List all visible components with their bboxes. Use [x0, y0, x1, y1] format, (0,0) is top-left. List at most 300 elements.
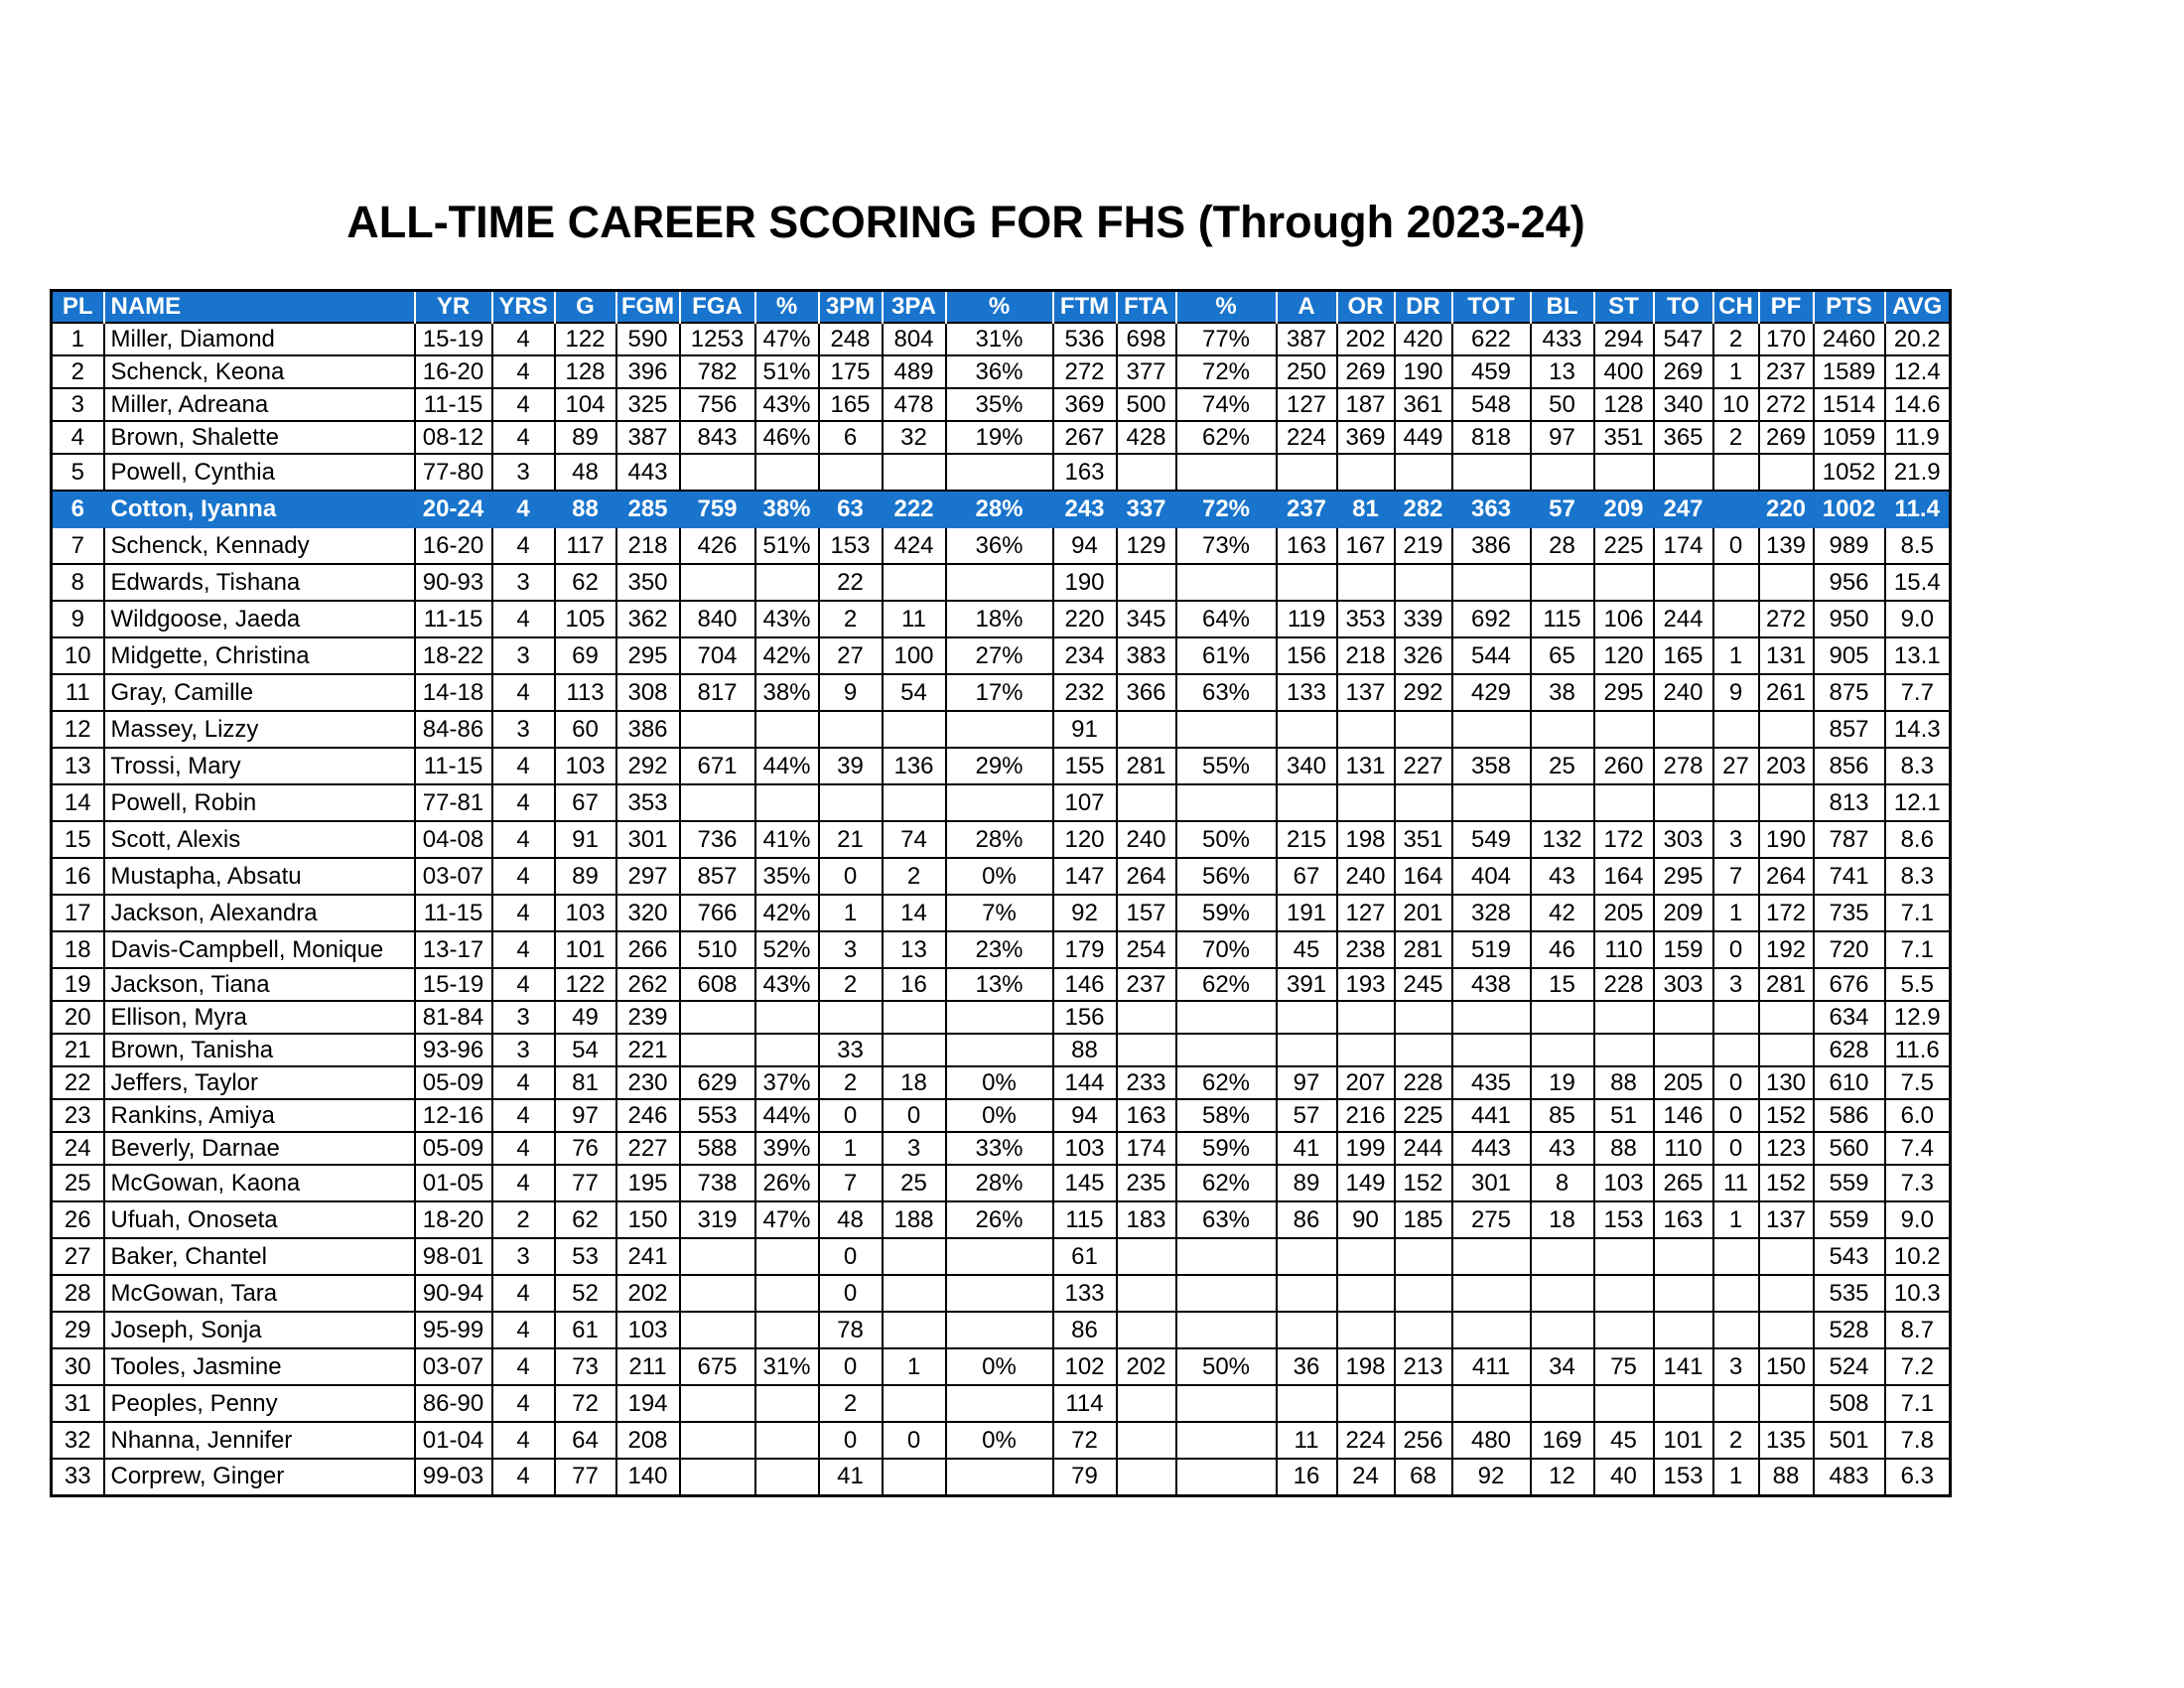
cell-ch: 0: [1713, 1099, 1759, 1132]
cell-pl: 27: [52, 1238, 104, 1275]
cell-pf: [1759, 1312, 1814, 1348]
cell-or: 238: [1337, 931, 1395, 968]
cell-name: McGowan, Tara: [104, 1275, 415, 1312]
cell-pl: 9: [52, 601, 104, 637]
cell-avg: 15.4: [1885, 564, 1951, 601]
cell-fgm: 295: [616, 637, 680, 674]
cell-name: Davis-Campbell, Monique: [104, 931, 415, 968]
cell-pl: 7: [52, 527, 104, 564]
cell-or: 269: [1337, 355, 1395, 388]
cell-ch: 11: [1713, 1165, 1759, 1201]
column-header-to: TO: [1654, 291, 1713, 324]
cell-st: 400: [1594, 355, 1654, 388]
cell-fg-pct: 41%: [755, 821, 819, 858]
cell-avg: 13.1: [1885, 637, 1951, 674]
cell-yrs: 3: [492, 1238, 555, 1275]
cell-g: 61: [555, 1312, 616, 1348]
cell-pf: 269: [1759, 421, 1814, 454]
cell-pl: 18: [52, 931, 104, 968]
cell-st: 88: [1594, 1066, 1654, 1099]
cell-ch: 2: [1713, 421, 1759, 454]
cell-pf: 272: [1759, 388, 1814, 421]
cell-fgm: 387: [616, 421, 680, 454]
cell-3p-pct: 29%: [946, 748, 1053, 784]
cell-g: 103: [555, 895, 616, 931]
table-row: [52, 491, 1951, 527]
cell-avg: 20.2: [1885, 323, 1951, 355]
cell-fgm: 396: [616, 355, 680, 388]
cell-to: 110: [1654, 1132, 1713, 1165]
cell-yr: 11-15: [415, 748, 492, 784]
cell-ftm: 536: [1053, 323, 1117, 355]
cell-pf: 272: [1759, 601, 1814, 637]
cell-3pa: 0: [883, 1099, 946, 1132]
cell-yrs: 3: [492, 1034, 555, 1066]
cell-fga: 426: [680, 527, 755, 564]
cell-pl: 23: [52, 1099, 104, 1132]
cell-ch: 3: [1713, 1348, 1759, 1385]
cell-3pa: 188: [883, 1201, 946, 1238]
cell-to: 153: [1654, 1459, 1713, 1495]
cell-pf: 150: [1759, 1348, 1814, 1385]
cell-3pa: 804: [883, 323, 946, 355]
cell-fg-pct: 37%: [755, 1066, 819, 1099]
cell-dr: 228: [1395, 1066, 1452, 1099]
cell-fta: 337: [1117, 491, 1176, 527]
cell-st: 75: [1594, 1348, 1654, 1385]
cell-3pa: 13: [883, 931, 946, 968]
cell-bl: [1531, 1034, 1594, 1066]
cell-or: [1337, 1001, 1395, 1034]
cell-fga: 843: [680, 421, 755, 454]
cell-g: 88: [555, 491, 616, 527]
cell-fta: [1117, 1312, 1176, 1348]
cell-pl: 17: [52, 895, 104, 931]
cell-3p-pct: [946, 1385, 1053, 1422]
cell-fgm: 325: [616, 388, 680, 421]
cell-3pm: 41: [819, 1459, 883, 1495]
cell-st: 228: [1594, 968, 1654, 1001]
cell-fg-pct: [755, 564, 819, 601]
cell-avg: 7.3: [1885, 1165, 1951, 1201]
cell-3pa: 489: [883, 355, 946, 388]
cell-pf: 190: [1759, 821, 1814, 858]
cell-pl: 2: [52, 355, 104, 388]
cell-avg: 7.1: [1885, 895, 1951, 931]
cell-fta: 237: [1117, 968, 1176, 1001]
cell-fta: 500: [1117, 388, 1176, 421]
column-header-or: OR: [1337, 291, 1395, 324]
cell-pts: 543: [1814, 1238, 1885, 1275]
cell-yrs: 3: [492, 564, 555, 601]
cell-st: 106: [1594, 601, 1654, 637]
cell-fta: 428: [1117, 421, 1176, 454]
cell-avg: 14.3: [1885, 711, 1951, 748]
cell-ft-pct: 62%: [1176, 1165, 1277, 1201]
cell-yr: 03-07: [415, 858, 492, 895]
cell-a: 250: [1277, 355, 1337, 388]
cell-3pm: 1: [819, 895, 883, 931]
cell-name: Ufuah, Onoseta: [104, 1201, 415, 1238]
cell-fg-pct: 43%: [755, 968, 819, 1001]
cell-3p-pct: 7%: [946, 895, 1053, 931]
cell-dr: 225: [1395, 1099, 1452, 1132]
table-header-row: [52, 291, 1951, 324]
cell-pf: 88: [1759, 1459, 1814, 1495]
cell-st: 153: [1594, 1201, 1654, 1238]
cell-pts: 1059: [1814, 421, 1885, 454]
cell-pf: [1759, 564, 1814, 601]
cell-avg: 9.0: [1885, 601, 1951, 637]
cell-fgm: 150: [616, 1201, 680, 1238]
table-row: [52, 355, 1951, 388]
cell-ftm: 72: [1053, 1422, 1117, 1459]
cell-st: [1594, 564, 1654, 601]
cell-to: 101: [1654, 1422, 1713, 1459]
cell-fta: 233: [1117, 1066, 1176, 1099]
cell-or: [1337, 454, 1395, 491]
cell-tot: 443: [1452, 1132, 1531, 1165]
cell-pts: 2460: [1814, 323, 1885, 355]
cell-3pa: 25: [883, 1165, 946, 1201]
cell-pf: 135: [1759, 1422, 1814, 1459]
cell-fg-pct: 42%: [755, 895, 819, 931]
cell-yr: 99-03: [415, 1459, 492, 1495]
cell-fga: 319: [680, 1201, 755, 1238]
cell-dr: 282: [1395, 491, 1452, 527]
cell-yr: 90-94: [415, 1275, 492, 1312]
cell-3p-pct: [946, 1275, 1053, 1312]
cell-pf: 203: [1759, 748, 1814, 784]
cell-pts: 508: [1814, 1385, 1885, 1422]
cell-ch: 3: [1713, 968, 1759, 1001]
cell-yr: 86-90: [415, 1385, 492, 1422]
cell-to: 209: [1654, 895, 1713, 931]
cell-fga: [680, 1459, 755, 1495]
cell-fta: [1117, 564, 1176, 601]
cell-avg: 6.3: [1885, 1459, 1951, 1495]
cell-pts: 586: [1814, 1099, 1885, 1132]
cell-fgm: 239: [616, 1001, 680, 1034]
cell-g: 48: [555, 454, 616, 491]
cell-3pa: 424: [883, 527, 946, 564]
cell-a: 41: [1277, 1132, 1337, 1165]
cell-yrs: 4: [492, 1385, 555, 1422]
cell-dr: [1395, 1385, 1452, 1422]
cell-a: 36: [1277, 1348, 1337, 1385]
cell-pl: 29: [52, 1312, 104, 1348]
cell-st: 88: [1594, 1132, 1654, 1165]
cell-st: [1594, 1238, 1654, 1275]
cell-a: [1277, 454, 1337, 491]
cell-3pm: 7: [819, 1165, 883, 1201]
column-header-st: ST: [1594, 291, 1654, 324]
cell-to: 303: [1654, 821, 1713, 858]
cell-ft-pct: [1176, 784, 1277, 821]
cell-st: 209: [1594, 491, 1654, 527]
cell-3pa: 136: [883, 748, 946, 784]
cell-pl: 10: [52, 637, 104, 674]
cell-a: 97: [1277, 1066, 1337, 1099]
cell-3pa: 478: [883, 388, 946, 421]
cell-yrs: 4: [492, 821, 555, 858]
cell-st: 110: [1594, 931, 1654, 968]
cell-fg-pct: [755, 454, 819, 491]
cell-ft-pct: 62%: [1176, 968, 1277, 1001]
cell-bl: [1531, 711, 1594, 748]
column-header-3pa: 3PA: [883, 291, 946, 324]
cell-avg: 21.9: [1885, 454, 1951, 491]
cell-st: 260: [1594, 748, 1654, 784]
cell-fga: 675: [680, 1348, 755, 1385]
cell-3p-pct: 28%: [946, 821, 1053, 858]
cell-or: [1337, 564, 1395, 601]
cell-yr: 77-81: [415, 784, 492, 821]
table-row: [52, 931, 1951, 968]
cell-or: 81: [1337, 491, 1395, 527]
cell-to: 278: [1654, 748, 1713, 784]
cell-fgm: 362: [616, 601, 680, 637]
cell-pts: 856: [1814, 748, 1885, 784]
table-row: [52, 1066, 1951, 1099]
table-row: [52, 1034, 1951, 1066]
cell-yr: 93-96: [415, 1034, 492, 1066]
cell-ftm: 156: [1053, 1001, 1117, 1034]
cell-tot: 301: [1452, 1165, 1531, 1201]
cell-tot: 549: [1452, 821, 1531, 858]
cell-g: 89: [555, 421, 616, 454]
cell-ft-pct: [1176, 1422, 1277, 1459]
cell-ftm: 86: [1053, 1312, 1117, 1348]
cell-st: 45: [1594, 1422, 1654, 1459]
cell-or: 90: [1337, 1201, 1395, 1238]
cell-dr: 245: [1395, 968, 1452, 1001]
cell-fg-pct: 46%: [755, 421, 819, 454]
cell-bl: 433: [1531, 323, 1594, 355]
cell-bl: 34: [1531, 1348, 1594, 1385]
column-header-name: NAME: [104, 291, 415, 324]
cell-avg: 10.3: [1885, 1275, 1951, 1312]
cell-dr: [1395, 454, 1452, 491]
cell-fga: 756: [680, 388, 755, 421]
cell-avg: 12.9: [1885, 1001, 1951, 1034]
cell-g: 103: [555, 748, 616, 784]
cell-to: [1654, 1312, 1713, 1348]
cell-ch: 0: [1713, 1132, 1759, 1165]
cell-fta: 281: [1117, 748, 1176, 784]
cell-yrs: 3: [492, 637, 555, 674]
cell-a: 224: [1277, 421, 1337, 454]
cell-fgm: 194: [616, 1385, 680, 1422]
cell-ft-pct: [1176, 1459, 1277, 1495]
cell-yrs: 4: [492, 323, 555, 355]
cell-fgm: 246: [616, 1099, 680, 1132]
cell-fgm: 221: [616, 1034, 680, 1066]
cell-tot: [1452, 564, 1531, 601]
cell-dr: 213: [1395, 1348, 1452, 1385]
cell-3p-pct: 33%: [946, 1132, 1053, 1165]
cell-bl: 13: [1531, 355, 1594, 388]
cell-dr: [1395, 1312, 1452, 1348]
table-row: [52, 637, 1951, 674]
cell-ft-pct: 63%: [1176, 674, 1277, 711]
cell-name: Jeffers, Taylor: [104, 1066, 415, 1099]
cell-yr: 90-93: [415, 564, 492, 601]
cell-fgm: 297: [616, 858, 680, 895]
cell-or: [1337, 1034, 1395, 1066]
cell-avg: 14.6: [1885, 388, 1951, 421]
cell-dr: 152: [1395, 1165, 1452, 1201]
cell-ft-pct: 70%: [1176, 931, 1277, 968]
cell-3pm: 0: [819, 1275, 883, 1312]
cell-name: Corprew, Ginger: [104, 1459, 415, 1495]
cell-ftm: 94: [1053, 527, 1117, 564]
cell-ch: 0: [1713, 931, 1759, 968]
cell-tot: [1452, 1238, 1531, 1275]
cell-or: 353: [1337, 601, 1395, 637]
cell-a: 16: [1277, 1459, 1337, 1495]
cell-fg-pct: [755, 1459, 819, 1495]
cell-pf: [1759, 1275, 1814, 1312]
cell-yrs: 4: [492, 674, 555, 711]
cell-bl: 15: [1531, 968, 1594, 1001]
cell-g: 77: [555, 1165, 616, 1201]
cell-yrs: 3: [492, 1001, 555, 1034]
cell-bl: [1531, 454, 1594, 491]
cell-pts: 787: [1814, 821, 1885, 858]
cell-bl: [1531, 1001, 1594, 1034]
cell-fta: 174: [1117, 1132, 1176, 1165]
cell-fgm: 211: [616, 1348, 680, 1385]
cell-pl: 8: [52, 564, 104, 601]
table-row: [52, 1422, 1951, 1459]
cell-fga: 840: [680, 601, 755, 637]
cell-yrs: 4: [492, 1275, 555, 1312]
cell-pl: 19: [52, 968, 104, 1001]
cell-fta: 345: [1117, 601, 1176, 637]
cell-a: [1277, 1001, 1337, 1034]
cell-to: [1654, 1275, 1713, 1312]
cell-3p-pct: 0%: [946, 858, 1053, 895]
cell-fg-pct: [755, 784, 819, 821]
cell-fgm: 262: [616, 968, 680, 1001]
cell-ft-pct: 58%: [1176, 1099, 1277, 1132]
cell-3p-pct: 18%: [946, 601, 1053, 637]
cell-st: [1594, 1275, 1654, 1312]
cell-st: [1594, 784, 1654, 821]
cell-dr: 292: [1395, 674, 1452, 711]
cell-3pa: 54: [883, 674, 946, 711]
cell-yrs: 4: [492, 1099, 555, 1132]
cell-fgm: 195: [616, 1165, 680, 1201]
cell-yrs: 4: [492, 1165, 555, 1201]
cell-3p-pct: 27%: [946, 637, 1053, 674]
cell-bl: 25: [1531, 748, 1594, 784]
cell-bl: [1531, 564, 1594, 601]
cell-to: 295: [1654, 858, 1713, 895]
cell-3p-pct: [946, 1001, 1053, 1034]
cell-3pm: 2: [819, 601, 883, 637]
cell-tot: 459: [1452, 355, 1531, 388]
cell-or: 149: [1337, 1165, 1395, 1201]
cell-a: 340: [1277, 748, 1337, 784]
cell-tot: 622: [1452, 323, 1531, 355]
column-header-a: A: [1277, 291, 1337, 324]
cell-pts: 483: [1814, 1459, 1885, 1495]
cell-3pa: [883, 564, 946, 601]
cell-bl: 38: [1531, 674, 1594, 711]
cell-ftm: 267: [1053, 421, 1117, 454]
cell-g: 104: [555, 388, 616, 421]
cell-3pa: 100: [883, 637, 946, 674]
cell-pf: 131: [1759, 637, 1814, 674]
cell-3pm: 78: [819, 1312, 883, 1348]
cell-ch: 1: [1713, 1459, 1759, 1495]
cell-g: 64: [555, 1422, 616, 1459]
column-header-fg-pct: %: [755, 291, 819, 324]
cell-tot: 429: [1452, 674, 1531, 711]
cell-to: 340: [1654, 388, 1713, 421]
cell-fgm: 241: [616, 1238, 680, 1275]
cell-fgm: 301: [616, 821, 680, 858]
cell-3p-pct: [946, 454, 1053, 491]
cell-yrs: 4: [492, 601, 555, 637]
cell-ft-pct: 64%: [1176, 601, 1277, 637]
cell-or: 127: [1337, 895, 1395, 931]
cell-to: [1654, 1034, 1713, 1066]
cell-yr: 11-15: [415, 388, 492, 421]
cell-dr: 185: [1395, 1201, 1452, 1238]
cell-ft-pct: [1176, 711, 1277, 748]
cell-avg: 11.6: [1885, 1034, 1951, 1066]
cell-3pm: 0: [819, 1099, 883, 1132]
cell-name: Baker, Chantel: [104, 1238, 415, 1275]
cell-fg-pct: [755, 1034, 819, 1066]
cell-ch: [1713, 711, 1759, 748]
cell-name: Schenck, Keona: [104, 355, 415, 388]
cell-to: 303: [1654, 968, 1713, 1001]
cell-g: 97: [555, 1099, 616, 1132]
cell-3pm: 165: [819, 388, 883, 421]
column-header-pl: PL: [52, 291, 104, 324]
cell-3pa: 16: [883, 968, 946, 1001]
cell-a: 57: [1277, 1099, 1337, 1132]
cell-pf: 172: [1759, 895, 1814, 931]
cell-3p-pct: 0%: [946, 1066, 1053, 1099]
cell-tot: 328: [1452, 895, 1531, 931]
cell-st: [1594, 711, 1654, 748]
cell-to: [1654, 1385, 1713, 1422]
cell-a: [1277, 1034, 1337, 1066]
cell-fg-pct: 38%: [755, 491, 819, 527]
cell-g: 101: [555, 931, 616, 968]
cell-fg-pct: 42%: [755, 637, 819, 674]
cell-tot: 548: [1452, 388, 1531, 421]
cell-ft-pct: [1176, 454, 1277, 491]
cell-pts: 950: [1814, 601, 1885, 637]
cell-or: 202: [1337, 323, 1395, 355]
cell-to: [1654, 1001, 1713, 1034]
table-row: [52, 968, 1951, 1001]
cell-fga: 588: [680, 1132, 755, 1165]
cell-st: [1594, 1001, 1654, 1034]
cell-ch: 10: [1713, 388, 1759, 421]
cell-tot: 435: [1452, 1066, 1531, 1099]
cell-3pm: [819, 1001, 883, 1034]
cell-to: 141: [1654, 1348, 1713, 1385]
cell-fg-pct: [755, 1238, 819, 1275]
cell-name: Midgette, Christina: [104, 637, 415, 674]
